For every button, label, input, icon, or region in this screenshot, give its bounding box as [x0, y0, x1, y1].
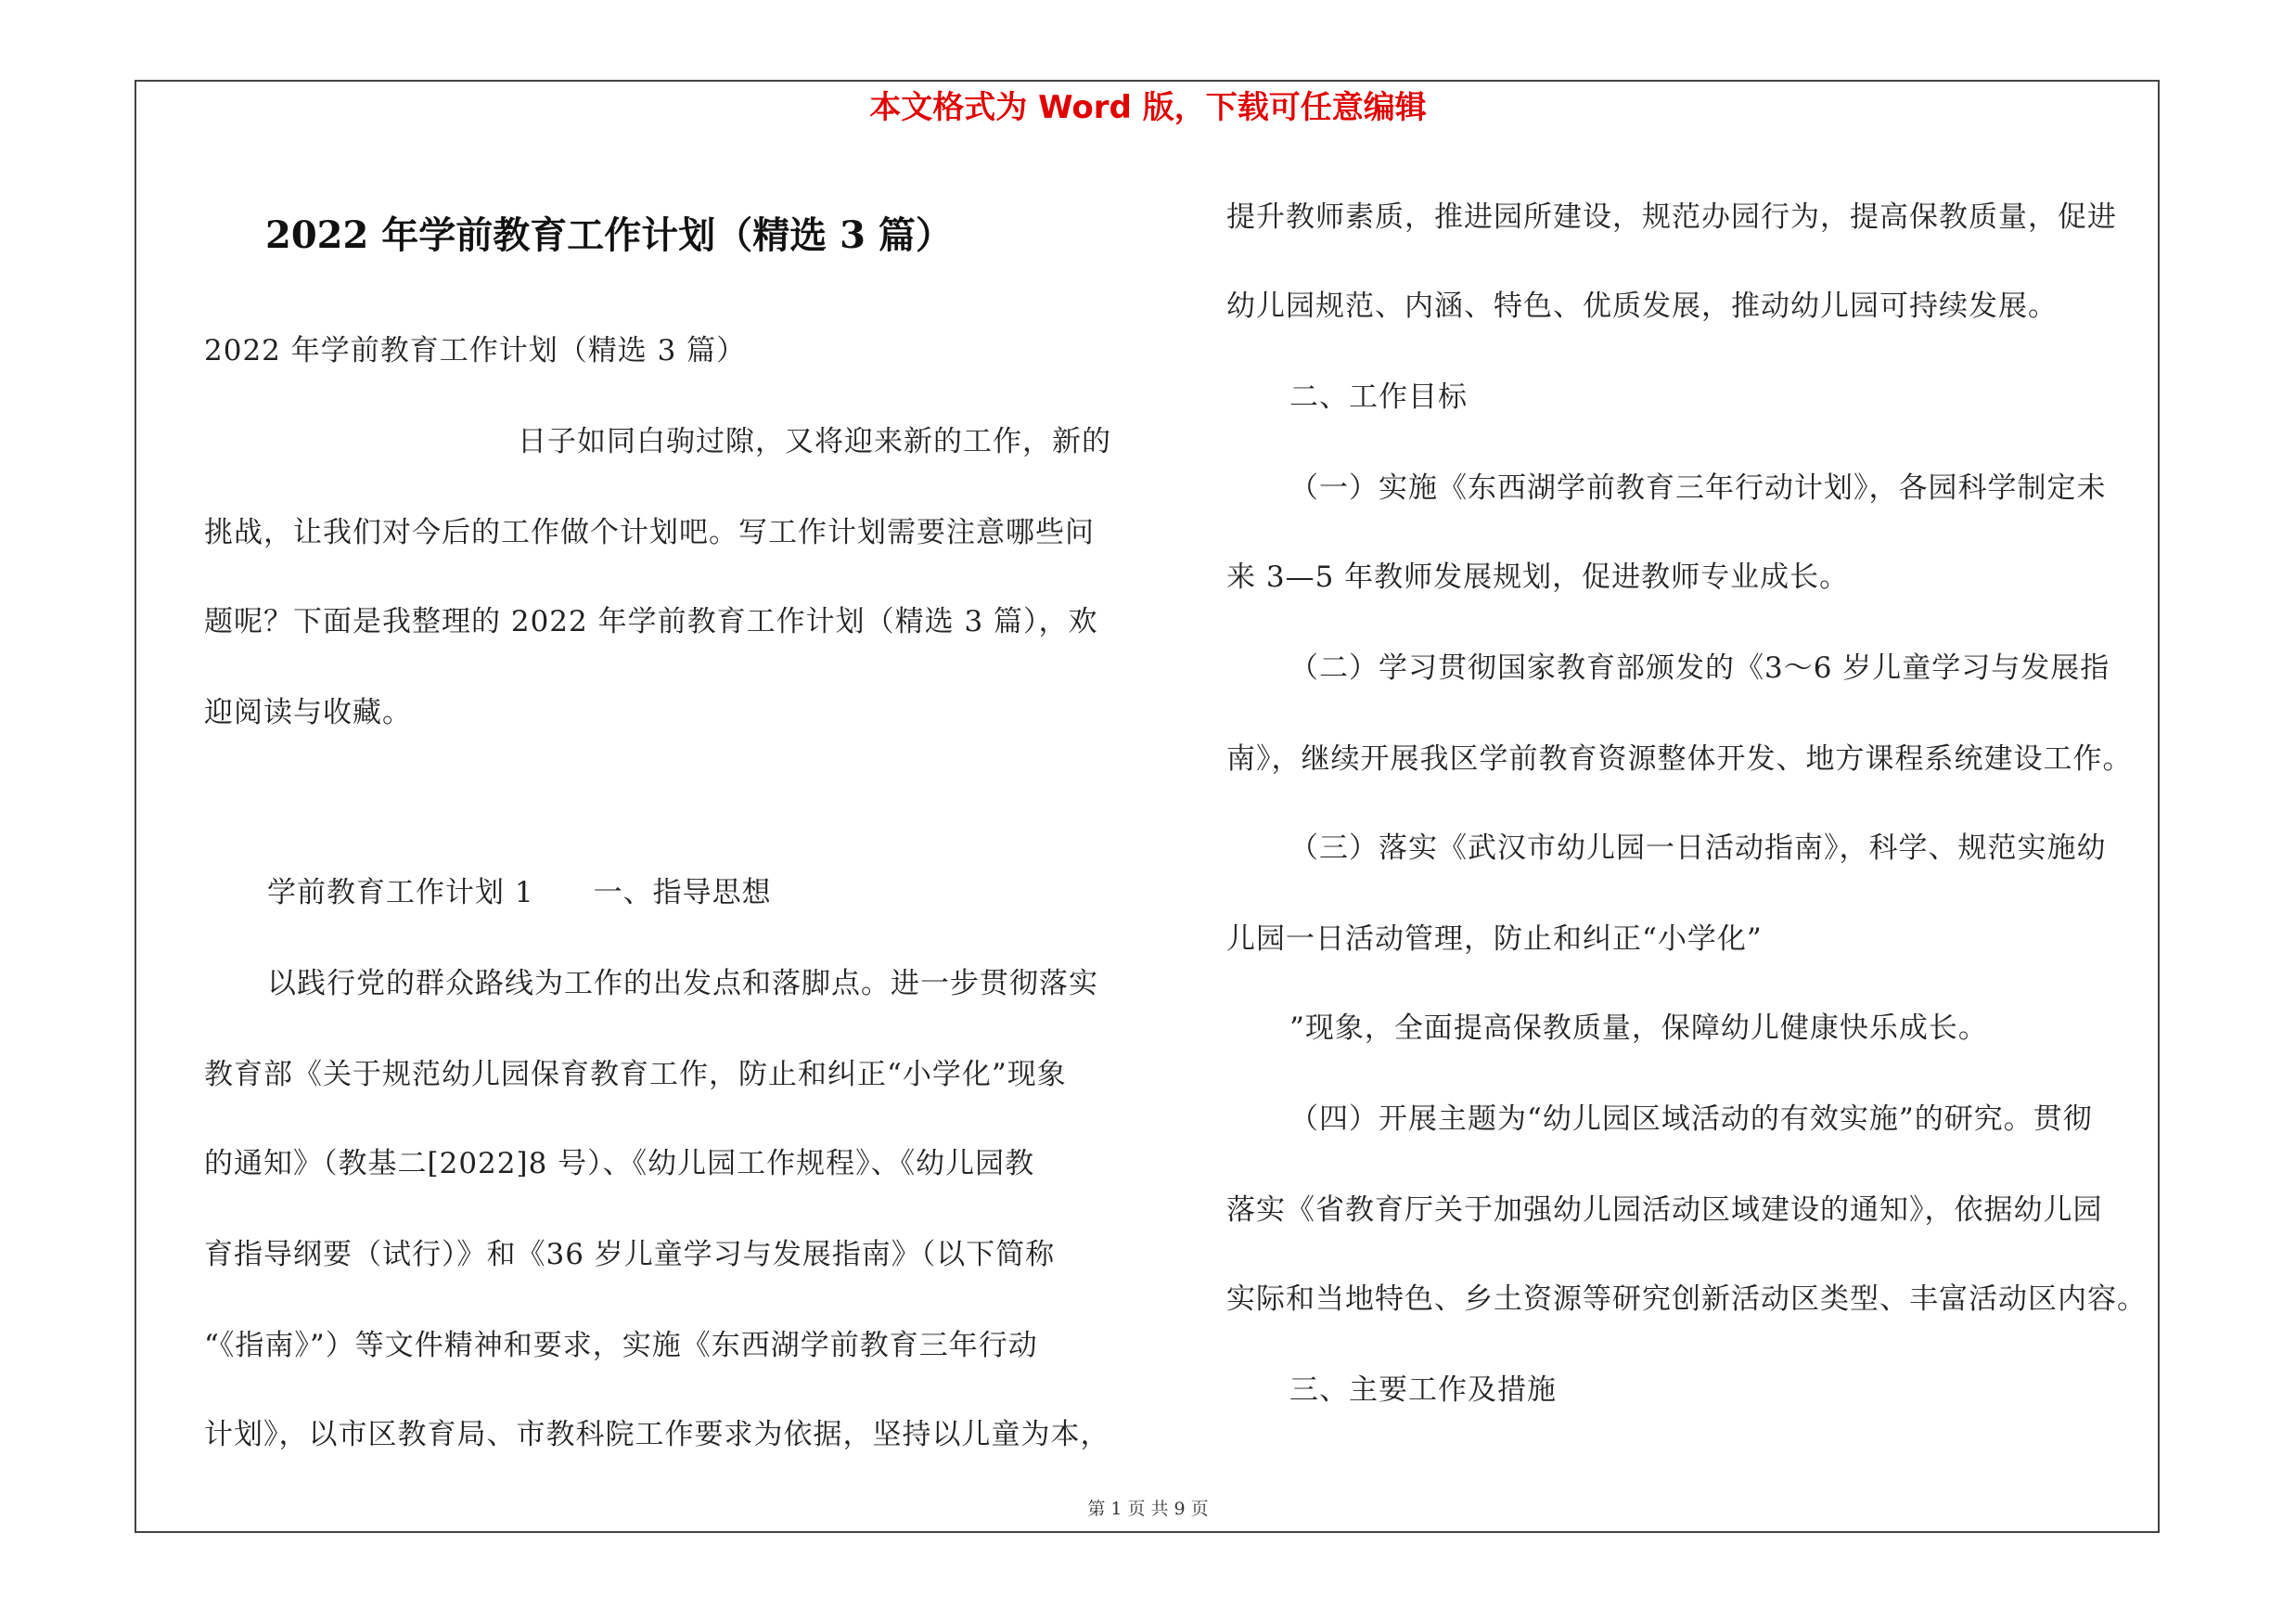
right-line-goal-1a: （一）实施《东西湖学前教育三年行动计划》，各园科学制定未: [1289, 471, 2107, 505]
format-notice-banner: 本文格式为 Word 版，下载可任意编辑: [869, 89, 1427, 126]
left-line-subtitle: 2022 年学前教育工作计划（精选 3 篇）: [204, 334, 747, 367]
left-line-section-heading: 学前教育工作计划 1 一、指导思想: [267, 876, 772, 909]
right-line-goal-1b: 来 3—5 年教师发展规划，促进教师专业成长。: [1226, 560, 1850, 594]
left-line-body-1: 以践行党的群众路线为工作的出发点和落脚点。进一步贯彻落实: [267, 967, 1098, 1000]
right-line-goal-2b: 南》，继续开展我区学前教育资源整体开发、地方课程系统建设工作。: [1226, 742, 2133, 776]
right-line-goal-3b: 儿园一日活动管理，防止和纠正“小学化”: [1226, 922, 1763, 956]
left-line-intro-1: 日子如同白驹过隙，又将迎来新的工作，新的: [518, 425, 1111, 458]
document-title: 2022 年学前教育工作计划（精选 3 篇）: [265, 213, 953, 257]
left-line-body-6: 计划》，以市区教育局、市教科院工作要求为依据，坚持以儿童为本，: [204, 1418, 1110, 1451]
page-number-footer: 第 1 页 共 9 页: [1087, 1499, 1209, 1519]
right-line-goal-4c: 实际和当地特色、乡土资源等研究创新活动区类型、丰富活动区内容。: [1226, 1282, 2147, 1316]
right-line-goals-heading: 二、工作目标: [1289, 380, 1468, 414]
right-line-goal-3c: ”现象，全面提高保教质量，保障幼儿健康快乐成长。: [1289, 1011, 1988, 1045]
right-line-goal-3a: （三）落实《武汉市幼儿园一日活动指南》，科学、规范实施幼: [1289, 831, 2107, 865]
left-line-intro-2: 挑战，让我们对今后的工作做个计划吧。写工作计划需要注意哪些问: [204, 516, 1095, 549]
left-line-body-5: “《指南》”）等文件精神和要求，实施《东西湖学前教育三年行动: [204, 1329, 1038, 1362]
right-line-1: 提升教师素质，推进园所建设，规范办园行为，提高保教质量，促进: [1226, 200, 2117, 234]
left-line-body-4: 育指导纲要（试行）》和《36 岁儿童学习与发展指南》（以下简称: [204, 1238, 1056, 1271]
right-line-2: 幼儿园规范、内涵、特色、优质发展，推动幼儿园可持续发展。: [1226, 290, 2058, 323]
left-line-body-2: 教育部《关于规范幼儿园保育教育工作，防止和纠正“小学化”现象: [204, 1058, 1067, 1091]
left-line-body-3: 的通知》（教基二[2022]8 号）、《幼儿园工作规程》、《幼儿园教: [204, 1147, 1035, 1180]
right-line-goal-2a: （二）学习贯彻国家教育部颁发的《3～6 岁儿童学习与发展指: [1289, 651, 2110, 685]
right-line-measures-heading: 三、主要工作及措施: [1289, 1373, 1557, 1407]
right-line-goal-4b: 落实《省教育厅关于加强幼儿园活动区域建设的通知》，依据幼儿园: [1226, 1193, 2103, 1227]
left-line-intro-3: 题呢？下面是我整理的 2022 年学前教育工作计划（精选 3 篇），欢: [204, 605, 1098, 638]
left-line-intro-4: 迎阅读与收藏。: [204, 696, 412, 729]
right-line-goal-4a: （四）开展主题为“幼儿园区域活动的有效实施”的研究。贯彻: [1289, 1102, 2093, 1136]
